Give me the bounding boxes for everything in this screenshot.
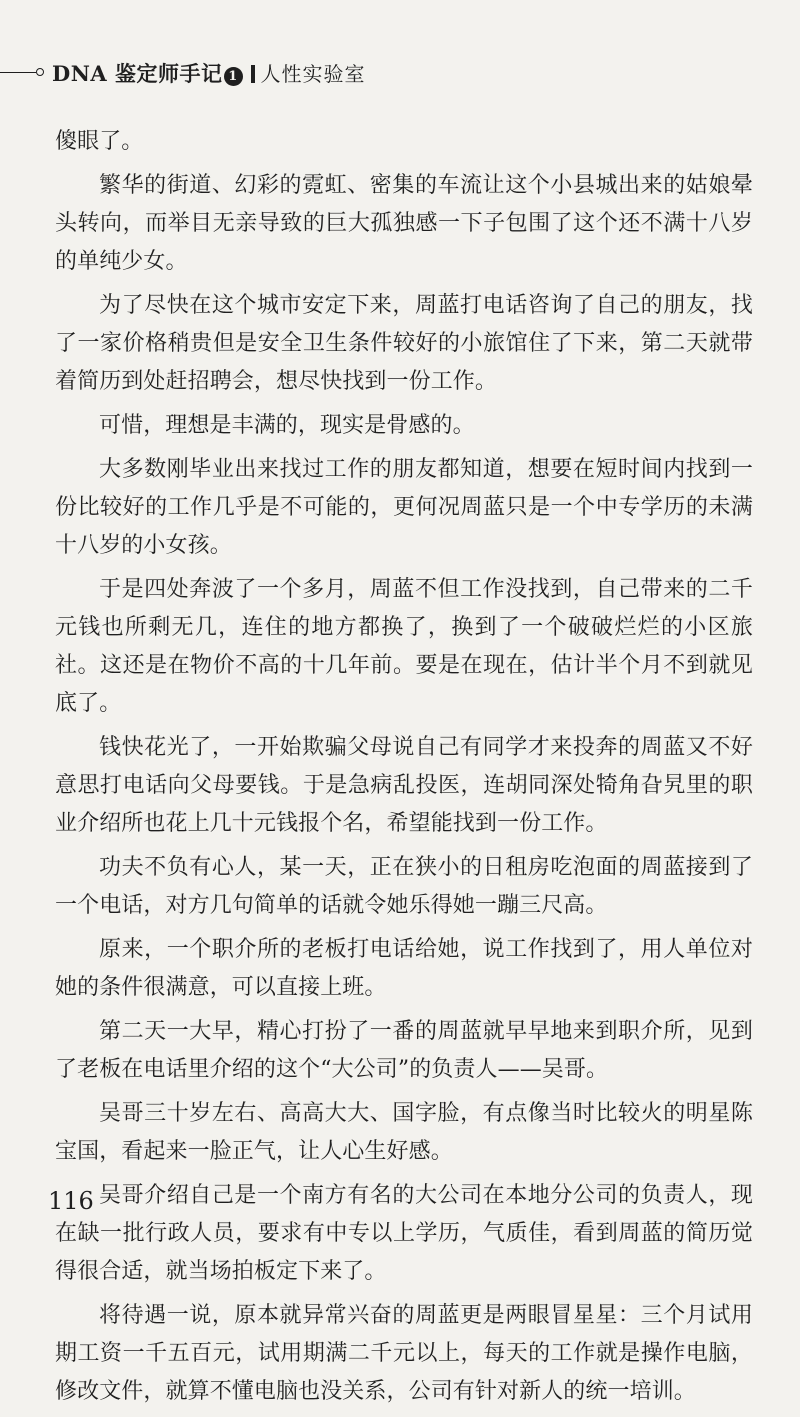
paragraph-4: 可惜，理想是丰满的，现实是骨感的。 [99, 413, 475, 438]
volume-number-badge: 1 [224, 67, 243, 86]
paragraph-6: 于是四处奔波了一个多月，周蓝不但工作没找到，自己带来的二千元钱也所剩无几，连住的地方都换了，换到了一个破破烂烂的小区旅社。这还是在物价不高的十几年前。要是在现在，估计半个月不到就见底了。 [55, 577, 753, 716]
paragraph-11: 吴哥三十岁左右、高高大大、国字脸，有点像当时比较火的明星陈宝国，看起来一脸正气，让人心生好感。 [55, 1101, 753, 1164]
paragraph-2: 繁华的街道、幻彩的霓虹、密集的车流让这个小县城出来的姑娘晕头转向，而举目无亲导致的巨大孤独感一下子包围了这个还不满十八岁的单纯少女。 [55, 173, 753, 274]
header-circle-ornament [36, 68, 44, 76]
running-header [0, 56, 800, 92]
header-separator [251, 65, 255, 83]
paragraph-10: 第二天一大早，精心打扮了一番的周蓝就早早地来到职介所，见到了老板在电话里介绍的这个“大公司”的负责人——吴哥。 [55, 1019, 753, 1082]
book-title [52, 58, 366, 88]
paragraph-13: 将待遇一说，原本就异常兴奋的周蓝更是两眼冒星星：三个月试用期工资一千五百元，试用期满二千元以上，每天的工作就是操作电脑，修改文件，就算不懂电脑也没关系，公司有针对新人的统一培训。 [55, 1303, 753, 1404]
paragraph-5: 大多数刚毕业出来找过工作的朋友都知道，想要在短时间内找到一份比较好的工作几乎是不可能的，更何况周蓝只是一个中专学历的未满十八岁的小女孩。 [55, 457, 753, 558]
paragraph-1: 傻眼了。 [55, 129, 144, 154]
page-body [55, 123, 753, 1417]
book-title-text: DNA 鉴定师手记 [52, 61, 223, 86]
page-number: 116 [48, 1187, 94, 1215]
paragraph-3: 为了尽快在这个城市安定下来，周蓝打电话咨询了自己的朋友，找了一家价格稍贵但是安全卫生条件较好的小旅馆住了下来，第二天就带着简历到处赶招聘会，想尽快找到一份工作。 [55, 293, 753, 394]
paragraph-9: 原来，一个职介所的老板打电话给她，说工作找到了，用人单位对她的条件很满意，可以直接上班。 [55, 937, 753, 1000]
paragraph-12: 吴哥介绍自己是一个南方有名的大公司在本地分公司的负责人，现在缺一批行政人员，要求有中专以上学历，气质佳，看到周蓝的简历觉得很合适，就当场拍板定下来了。 [55, 1183, 753, 1284]
paragraph-7: 钱快花光了，一开始欺骗父母说自己有同学才来投奔的周蓝又不好意思打电话向父母要钱。于是急病乱投医，连胡同深处犄角旮旯里的职业介绍所也花上几十元钱报个名，希望能找到一份工作。 [55, 735, 753, 836]
book-subtitle: 人性实验室 [260, 62, 366, 86]
header-rule [0, 72, 36, 73]
paragraph-8: 功夫不负有心人，某一天，正在狭小的日租房吃泡面的周蓝接到了一个电话，对方几句简单的话就令她乐得她一蹦三尺高。 [55, 855, 753, 918]
